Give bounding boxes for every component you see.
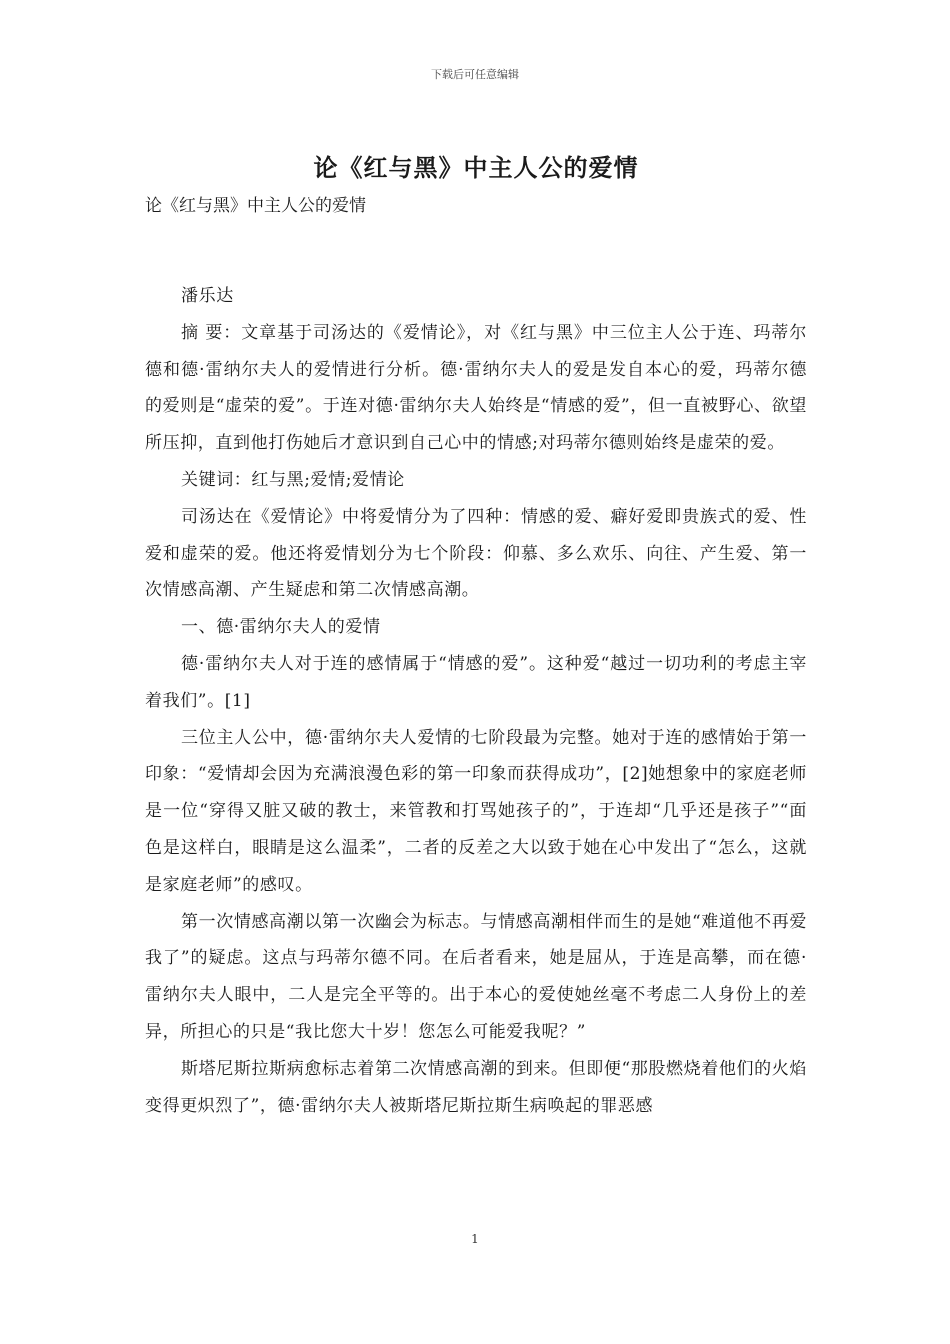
author-line: 潘乐达: [181, 286, 234, 306]
body-paragraph: 斯塔尼斯拉斯病愈标志着第二次情感高潮的到来。但即便“那股燃烧着他们的火焰变得更炽烈了”，德·雷纳尔夫人被斯塔尼斯拉斯生病唤起的罪恶感: [145, 1058, 807, 1116]
body-paragraph: 三位主人公中，德·雷纳尔夫人爱情的七阶段最为完整。她对于连的感情始于第一印象：“爱情却会因为充满浪漫色彩的第一印象而获得成功”，[2]她想象中的家庭老师是一位“穿得又脏又破的教士，来管教和打骂她孩子的”，于连却“几乎还是孩子”“面色是这样白，眼睛是这么温柔”，二者的反差之大以致于她在心中发出了“怎么，这就是家庭老师”的感叹。: [145, 727, 807, 895]
keywords-paragraph: 关键词：红与黑;爱情;爱情论: [181, 469, 405, 490]
document-title: 论《红与黑》中主人公的爱情: [313, 153, 639, 182]
body-paragraph: 司汤达在《爱情论》中将爱情分为了四种：情感的爱、癖好爱即贵族式的爱、性爱和虚荣的爱。他还将爱情划分为七个阶段：仰慕、多么欢乐、向往、产生爱、第一次情感高潮、产生疑虑和第二次情感高潮。: [145, 506, 807, 601]
body-paragraph: 第一次情感高潮以第一次幽会为标志。与情感高潮相伴而生的是她“难道他不再爱我了”的疑虑。这点与玛蒂尔德不同。在后者看来，她是屈从，于连是高攀，而在德·雷纳尔夫人眼中，二人是完全平等的。出于本心的爱使她丝毫不考虑二人身份上的差异，所担心的只是“我比您大十岁！您怎么可能爱我呢？”: [145, 911, 807, 1042]
abstract-paragraph: 摘 要：文章基于司汤达的《爱情论》，对《红与黑》中三位主人公于连、玛蒂尔德和德·雷纳尔夫人的爱情进行分析。德·雷纳尔夫人的爱是发自本心的爱，玛蒂尔德的爱则是“虚荣的爱”。于连对德·雷纳尔夫人始终是“情感的爱”，但一直被野心、欲望所压抑，直到他打伤她后才意识到自己心中的情感;对玛蒂尔德则始终是虚荣的爱。: [145, 322, 807, 454]
document-subtitle: 论《红与黑》中主人公的爱情: [145, 196, 366, 216]
section-heading: 一、德·雷纳尔夫人的爱情: [181, 617, 381, 638]
body-paragraph: 德·雷纳尔夫人对于连的感情属于“情感的爱”。这种爱“越过一切功利的考虑主宰着我们”。[1]: [145, 653, 807, 711]
blank-line: [145, 224, 807, 278]
page-header-note: 下载后可任意编辑: [431, 68, 519, 81]
document-body: [145, 148, 807, 1124]
page-number: 1: [471, 1232, 479, 1246]
